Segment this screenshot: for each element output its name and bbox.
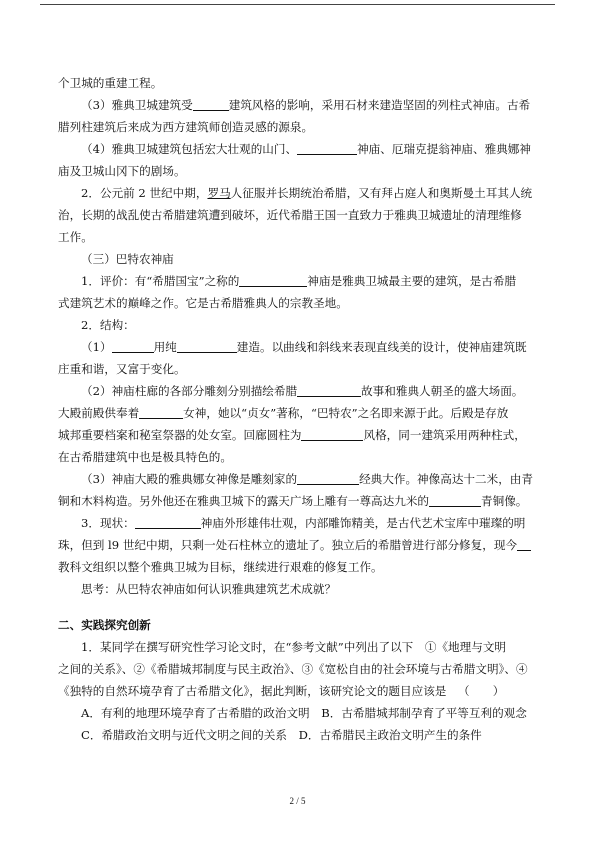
text-line: 铜和木料构造。另外他还在雅典卫城下的露天广场上雕有一尊高达九米的 青铜像。 — [58, 494, 528, 508]
answer-blank[interactable] — [297, 382, 361, 397]
option-b[interactable]: B．古希腊城邦制孕育了平等互利的观念 — [321, 706, 527, 720]
answer-blank[interactable] — [112, 338, 154, 353]
text-line: 大殿前殿供奉着 女神，她以“贞女”著称，“巴特农”之名即来源于此。后殿是存放 — [58, 406, 509, 420]
question-line: 之间的关系》、②《希腊城邦制度与民主政治》、③《宽松自由的社会环境与古希腊文明》、④ — [58, 662, 528, 676]
text-line: （4）雅典卫城建筑包括宏大壮观的山门、 神庙、厄瑞克提翁神庙、雅典娜神 — [81, 142, 531, 156]
text-line: 教科文组织以整个雅典卫城为目标，继续进行艰难的修复工作。 — [58, 560, 383, 574]
answer-blank[interactable] — [193, 96, 229, 111]
header-rule — [40, 4, 555, 5]
question-line: 《独特的自然环境孕育了古希腊文化》，据此判断，该研究论文的题目应该是 （ ） — [58, 684, 505, 698]
section-spacer — [58, 600, 540, 614]
subsection-heading: （三）巴特农神庙 — [81, 252, 174, 266]
text-line: 庄重和谐，又富于变化。 — [58, 362, 186, 376]
text-line: （3）神庙大殿的雅典娜女神像是雕刻家的 经典大作。神像高达十二米，由青 — [81, 472, 533, 486]
text-line: 在古希腊建筑中也是极具特色的。 — [58, 450, 232, 464]
text-line: 3．现状： 神庙外形雄伟壮观，内部雕饰精美，是古代艺术宝库中璀璨的明 — [81, 516, 526, 530]
option-d[interactable]: D．古希腊民主政治文明产生的条件 — [298, 728, 482, 742]
text-line: 1．评价：有“希腊国宝”之称的 神庙是雅典卫城最主要的建筑，是古希腊 — [81, 274, 517, 288]
option-a[interactable]: A．有利的地理环境孕育了古希腊的政治文明 — [81, 706, 310, 720]
underlined-term: 罗马 — [207, 186, 231, 200]
answer-blank[interactable] — [239, 272, 307, 287]
text-line: （3）雅典卫城建筑受 建筑风格的影响，采用石材来建造坚固的列柱式神庙。古希 — [81, 98, 531, 112]
text-line: 式建筑艺术的巅峰之作。它是古希腊雅典人的宗教圣地。 — [58, 296, 348, 310]
text-line: 2．结构： — [81, 318, 135, 332]
answer-blank[interactable] — [297, 470, 359, 485]
options-row — [58, 702, 540, 724]
answer-bracket[interactable]: （ ） — [457, 684, 505, 698]
text-line: 腊列柱建筑后来成为西方建筑师创造灵感的源泉。 — [58, 120, 314, 134]
question-line: 1．某同学在撰写研究性学习论文时，在“参考文献”中列出了以下 ①《地理与文明 — [81, 640, 507, 654]
answer-blank[interactable] — [135, 514, 201, 529]
option-c[interactable]: C．希腊政治文明与近代文明之间的关系 — [81, 728, 287, 742]
text-line: 珠，但到 l9 世纪中期，只剩一处石柱林立的遗址了。独立后的希腊曾进行部分修复，现今 — [58, 534, 540, 556]
text-line: 城邦重要档案和秘室祭器的处女室。回廊圆柱为 风格，同一建筑采用两种柱式， — [58, 428, 526, 442]
document-page — [58, 72, 540, 746]
answer-blank[interactable] — [429, 492, 481, 507]
text-line: 2．公元前 2 世纪中期，罗马人征服并长期统治希腊，又有拜占庭人和奥斯曼土耳其人统 — [81, 186, 533, 200]
text-line: 庙及卫城山冈下的剧场。 — [58, 164, 186, 178]
answer-blank[interactable] — [301, 426, 363, 441]
options-row — [58, 724, 540, 746]
answer-blank[interactable] — [177, 338, 237, 353]
text-line: （1） 用纯 建造。以曲线和斜线来表现直线美的设计，使神庙建筑既 — [81, 340, 527, 354]
thinking-question: 思考：从巴特农神庙如何认识雅典建筑艺术成就？ — [81, 582, 337, 596]
answer-blank[interactable] — [139, 404, 183, 419]
page-number: 2 / 5 — [289, 796, 306, 806]
section-heading: 二、实践探究创新 — [58, 618, 151, 632]
text-line: 工作。 — [58, 230, 93, 244]
answer-blank[interactable] — [517, 536, 531, 551]
text-line: 治，长期的战乱使古希腊建筑遭到破坏，近代希腊王国一直致力于雅典卫城遗址的清理维修 — [58, 208, 522, 222]
text-line: 个卫城的重建工程。 — [58, 76, 163, 90]
text-line: （2）神庙柱廊的各部分雕刻分别描绘希腊 故事和雅典人朝圣的盛大场面。 — [81, 384, 524, 398]
answer-blank[interactable] — [297, 140, 357, 155]
